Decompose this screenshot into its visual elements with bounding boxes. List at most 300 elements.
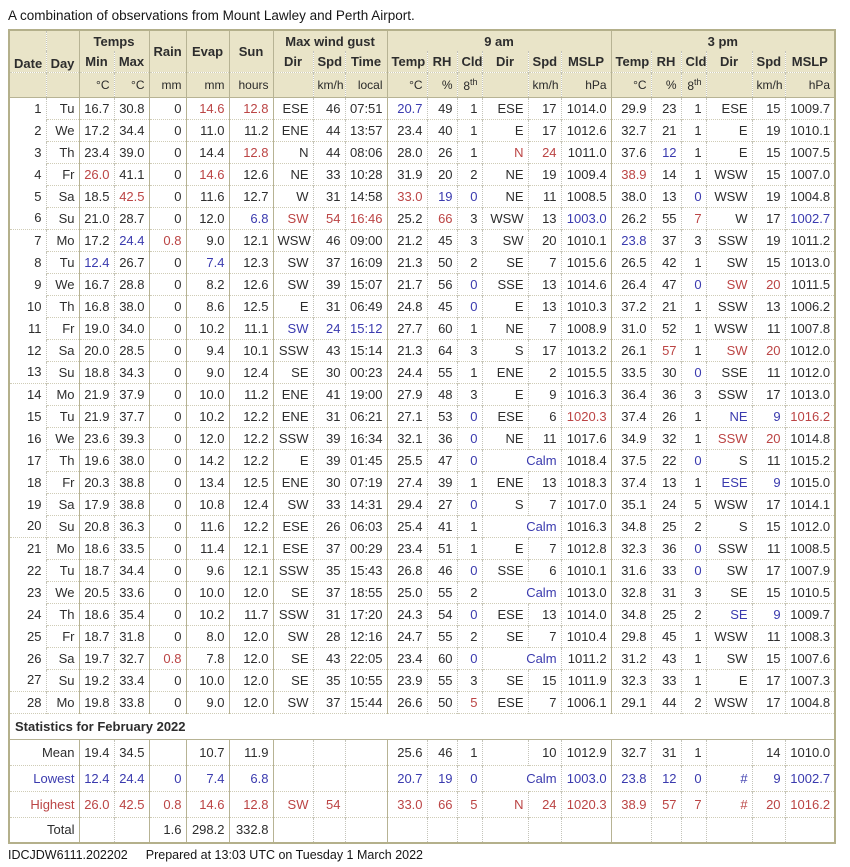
cell-gust-spd: 41 (313, 383, 345, 405)
cell-min: 16.8 (79, 295, 114, 317)
cell-9am-temp: 25.6 (387, 739, 427, 765)
cell-gust-dir: SW (273, 251, 313, 273)
cell-date: 28 (9, 691, 46, 713)
cell-9am-rh: 54 (427, 603, 457, 625)
cell-9am-cld: 3 (457, 669, 482, 691)
cell-max: 33.6 (114, 581, 149, 603)
cell-min: 18.8 (79, 361, 114, 383)
cell-9am-dir: SE (482, 251, 528, 273)
table-row (9, 405, 835, 427)
cell-day: Th (46, 295, 79, 317)
col-group-9am: 9 am (387, 30, 611, 51)
cell-date: 15 (9, 405, 46, 427)
cell-gust-time (345, 765, 387, 791)
cell-9am-cld: 1 (457, 361, 482, 383)
cell-rain: 0.8 (149, 647, 186, 669)
cell-9am-mslp: 1014.0 (561, 97, 611, 119)
cell-9am-cld: 1 (457, 97, 482, 119)
cell-rain: 0 (149, 471, 186, 493)
table-row (9, 449, 835, 471)
cell-3pm-spd: 17 (752, 207, 785, 229)
cell-3pm-dir: WSW (706, 317, 752, 339)
cell-gust-spd: 26 (313, 515, 345, 537)
cell-9am-dir: ESE (482, 405, 528, 427)
cell-rain: 0 (149, 361, 186, 383)
cell-3pm-spd (752, 817, 785, 843)
cell-gust-dir: ENE (273, 405, 313, 427)
cell-9am-temp: 23.9 (387, 669, 427, 691)
cell-date: 24 (9, 603, 46, 625)
cell-date: 22 (9, 559, 46, 581)
cell-gust-spd: 37 (313, 251, 345, 273)
cell-max (114, 817, 149, 843)
cell-gust-time: 06:03 (345, 515, 387, 537)
cell-gust-time: 15:12 (345, 317, 387, 339)
cell-rain: 0 (149, 559, 186, 581)
unit-gust-spd: km/h (313, 72, 345, 97)
cell-3pm-temp: 29.1 (611, 691, 651, 713)
cell-3pm-cld: 2 (681, 603, 706, 625)
unit-3pm-rh: % (651, 72, 681, 97)
cell-3pm-cld: 3 (681, 383, 706, 405)
cell-gust-time: 15:14 (345, 339, 387, 361)
table-row (9, 229, 835, 251)
cell-9am-spd: 7 (528, 317, 561, 339)
cell-9am-dir: NE (482, 317, 528, 339)
cell-9am-cld: 0 (457, 185, 482, 207)
cell-gust-spd: 30 (313, 471, 345, 493)
cell-9am-spd: 13 (528, 207, 561, 229)
cell-gust-spd: 30 (313, 361, 345, 383)
cell-gust-dir: ESE (273, 537, 313, 559)
cell-3pm-rh: 57 (651, 791, 681, 817)
cell-3pm-cld: 1 (681, 97, 706, 119)
cell-9am-mslp: 1010.4 (561, 625, 611, 647)
cell-9am-dir: Calm (482, 581, 561, 603)
cell-3pm-mslp: 1010.5 (785, 581, 835, 603)
cell-day: Tu (46, 97, 79, 119)
product-id: IDCJDW6111.202202 (8, 848, 128, 862)
cell-3pm-mslp: 1012.0 (785, 339, 835, 361)
cell-3pm-spd: 19 (752, 119, 785, 141)
cell-9am-mslp: 1003.0 (561, 207, 611, 229)
cell-3pm-dir (706, 817, 752, 843)
cell-min: 19.4 (79, 739, 114, 765)
cell-gust-time: 06:21 (345, 405, 387, 427)
table-row (9, 185, 835, 207)
cell-3pm-mslp: 1009.7 (785, 603, 835, 625)
cell-9am-dir: E (482, 383, 528, 405)
cell-3pm-mslp: 1011.2 (785, 229, 835, 251)
cell-max: 38.0 (114, 295, 149, 317)
cell-3pm-rh: 47 (651, 273, 681, 295)
cell-9am-temp: 25.2 (387, 207, 427, 229)
weather-observations-table (8, 29, 836, 844)
cell-date: 10 (9, 295, 46, 317)
cell-gust-spd: 44 (313, 119, 345, 141)
stat-label-total: Total (9, 817, 79, 843)
cell-max: 37.9 (114, 383, 149, 405)
col-header-9am-spd: Spd (528, 51, 561, 72)
cell-3pm-dir: S (706, 515, 752, 537)
unit-gust-time: local (345, 72, 387, 97)
col-header-rain: Rain (149, 30, 186, 72)
cell-gust-time: 15:43 (345, 559, 387, 581)
cell-3pm-cld: 0 (681, 449, 706, 471)
cell-date: 16 (9, 427, 46, 449)
cell-9am-mslp: 1015.6 (561, 251, 611, 273)
cell-3pm-mslp: 1007.5 (785, 141, 835, 163)
cell-sun: 12.8 (229, 141, 273, 163)
cell-3pm-cld: 0 (681, 559, 706, 581)
cell-rain (149, 739, 186, 765)
cell-9am-cld: 1 (457, 739, 482, 765)
col-header-gust-dir: Dir (273, 51, 313, 72)
cell-rain: 0 (149, 317, 186, 339)
cell-9am-dir: ESE (482, 691, 528, 713)
cell-max: 34.3 (114, 361, 149, 383)
cell-9am-temp: 23.4 (387, 647, 427, 669)
cell-3pm-dir: SW (706, 339, 752, 361)
cell-9am-rh: 45 (427, 295, 457, 317)
cell-3pm-cld: 1 (681, 669, 706, 691)
cell-9am-rh: 60 (427, 647, 457, 669)
cell-gust-time (345, 817, 387, 843)
cell-3pm-spd: 20 (752, 273, 785, 295)
cell-9am-rh: 66 (427, 791, 457, 817)
col-header-3pm-cld: Cld (681, 51, 706, 72)
cell-day: Th (46, 603, 79, 625)
cell-gust-time: 07:19 (345, 471, 387, 493)
cell-9am-cld: 0 (457, 647, 482, 669)
cell-sun: 12.0 (229, 647, 273, 669)
cell-3pm-temp: 23.8 (611, 229, 651, 251)
cell-gust-dir: SW (273, 791, 313, 817)
cell-3pm-cld: 1 (681, 647, 706, 669)
cell-9am-rh: 47 (427, 449, 457, 471)
cell-3pm-temp: 38.0 (611, 185, 651, 207)
cell-9am-dir: S (482, 339, 528, 361)
cell-max: 33.5 (114, 537, 149, 559)
cell-gust-dir: SE (273, 647, 313, 669)
cell-3pm-dir: # (706, 765, 752, 791)
cell-max: 34.5 (114, 739, 149, 765)
cell-rain: 0 (149, 691, 186, 713)
cell-3pm-spd: 15 (752, 141, 785, 163)
cell-day: We (46, 427, 79, 449)
cell-min: 20.3 (79, 471, 114, 493)
cell-evap: 14.6 (186, 791, 229, 817)
cell-3pm-mslp: 1016.2 (785, 791, 835, 817)
unit-3pm-dir (706, 72, 752, 97)
cell-9am-rh: 19 (427, 765, 457, 791)
cell-3pm-dir: ESE (706, 471, 752, 493)
table-row (9, 691, 835, 713)
cell-3pm-cld: 7 (681, 791, 706, 817)
cell-day: Fr (46, 317, 79, 339)
cell-3pm-temp: 32.3 (611, 537, 651, 559)
cell-3pm-spd: 15 (752, 647, 785, 669)
cell-3pm-cld: 1 (681, 471, 706, 493)
cell-3pm-dir: E (706, 669, 752, 691)
cell-evap: 9.0 (186, 691, 229, 713)
cell-gust-spd: 39 (313, 273, 345, 295)
cell-3pm-spd: 17 (752, 383, 785, 405)
cell-gust-time: 09:00 (345, 229, 387, 251)
cell-3pm-dir: SSW (706, 295, 752, 317)
cell-9am-mslp: 1014.0 (561, 603, 611, 625)
cell-gust-time: 13:57 (345, 119, 387, 141)
cell-9am-mslp: 1015.5 (561, 361, 611, 383)
cell-9am-temp: 24.8 (387, 295, 427, 317)
cell-3pm-spd: 9 (752, 405, 785, 427)
cell-max: 41.1 (114, 163, 149, 185)
cell-3pm-rh: 36 (651, 383, 681, 405)
cell-3pm-temp: 38.9 (611, 163, 651, 185)
cell-3pm-dir: S (706, 449, 752, 471)
cell-gust-time: 17:20 (345, 603, 387, 625)
cell-9am-mslp: 1012.9 (561, 739, 611, 765)
cell-9am-temp: 27.9 (387, 383, 427, 405)
cell-3pm-spd: 20 (752, 427, 785, 449)
cell-rain: 0 (149, 185, 186, 207)
table-row (9, 493, 835, 515)
cell-9am-dir: N (482, 791, 528, 817)
cell-9am-dir: SSE (482, 273, 528, 295)
cell-day: Th (46, 449, 79, 471)
cell-gust-spd (313, 817, 345, 843)
cell-9am-dir: Calm (482, 515, 561, 537)
cell-3pm-spd: 9 (752, 765, 785, 791)
cell-gust-spd (313, 739, 345, 765)
col-header-day: Day (46, 30, 79, 72)
cell-9am-rh: 40 (427, 119, 457, 141)
cell-9am-spd: 13 (528, 273, 561, 295)
cell-9am-rh: 26 (427, 141, 457, 163)
cell-gust-dir (273, 817, 313, 843)
cell-3pm-spd: 15 (752, 515, 785, 537)
cell-9am-temp: 24.4 (387, 361, 427, 383)
cell-3pm-mslp: 1012.0 (785, 361, 835, 383)
cell-gust-spd (313, 765, 345, 791)
cell-9am-mslp: 1010.1 (561, 229, 611, 251)
cell-date: 17 (9, 449, 46, 471)
cell-3pm-rh: 43 (651, 647, 681, 669)
cell-evap: 8.6 (186, 295, 229, 317)
cell-date: 2 (9, 119, 46, 141)
cell-3pm-spd: 20 (752, 791, 785, 817)
cell-3pm-temp: 26.5 (611, 251, 651, 273)
cell-9am-rh: 64 (427, 339, 457, 361)
cell-gust-spd: 54 (313, 207, 345, 229)
cell-day: Su (46, 361, 79, 383)
cell-9am-temp: 20.7 (387, 765, 427, 791)
cell-evap: 8.2 (186, 273, 229, 295)
cell-9am-dir: Calm (482, 765, 561, 791)
cell-3pm-spd: 13 (752, 295, 785, 317)
cell-min: 20.0 (79, 339, 114, 361)
cell-9am-dir: ESE (482, 603, 528, 625)
cell-9am-cld: 5 (457, 691, 482, 713)
cell-sun: 332.8 (229, 817, 273, 843)
cell-max: 39.0 (114, 141, 149, 163)
cell-9am-spd: 13 (528, 295, 561, 317)
table-row (9, 559, 835, 581)
cell-evap: 14.6 (186, 163, 229, 185)
cell-9am-temp: 20.7 (387, 97, 427, 119)
cell-9am-temp: 33.0 (387, 791, 427, 817)
cell-3pm-spd: 15 (752, 581, 785, 603)
cell-9am-mslp: 1013.2 (561, 339, 611, 361)
cell-date: 14 (9, 383, 46, 405)
cell-9am-dir: Calm (482, 647, 561, 669)
cell-evap: 11.6 (186, 515, 229, 537)
cell-gust-spd: 31 (313, 185, 345, 207)
cell-sun: 12.2 (229, 449, 273, 471)
cell-sun: 11.2 (229, 119, 273, 141)
cell-max: 28.5 (114, 339, 149, 361)
table-header (9, 30, 835, 97)
cell-9am-dir: NE (482, 185, 528, 207)
cell-9am-cld: 2 (457, 625, 482, 647)
cell-3pm-dir: SSW (706, 229, 752, 251)
cell-3pm-mslp: 1015.0 (785, 471, 835, 493)
cell-gust-time: 16:09 (345, 251, 387, 273)
table-row (9, 603, 835, 625)
col-group-temps: Temps (79, 30, 149, 51)
cell-sun: 12.6 (229, 273, 273, 295)
cell-3pm-spd: 11 (752, 449, 785, 471)
cell-rain: 0 (149, 383, 186, 405)
cell-3pm-cld: 0 (681, 361, 706, 383)
cell-9am-temp: 25.0 (387, 581, 427, 603)
cell-day: Mo (46, 229, 79, 251)
cell-3pm-dir: # (706, 791, 752, 817)
unit-9am-spd: km/h (528, 72, 561, 97)
col-header-gust-time: Time (345, 51, 387, 72)
cell-9am-rh: 36 (427, 427, 457, 449)
cell-gust-spd: 33 (313, 163, 345, 185)
unit-max: °C (114, 72, 149, 97)
cell-day: Su (46, 669, 79, 691)
cell-9am-cld: 0 (457, 493, 482, 515)
cell-gust-dir: W (273, 185, 313, 207)
cell-sun: 11.2 (229, 383, 273, 405)
cell-9am-temp: 29.4 (387, 493, 427, 515)
cell-9am-spd: 10 (528, 739, 561, 765)
cell-3pm-temp: 31.6 (611, 559, 651, 581)
cell-min: 19.6 (79, 449, 114, 471)
cell-max: 37.7 (114, 405, 149, 427)
cell-rain: 0 (149, 537, 186, 559)
cell-gust-time: 18:55 (345, 581, 387, 603)
cell-3pm-cld: 1 (681, 163, 706, 185)
col-header-9am-temp: Temp (387, 51, 427, 72)
cell-evap: 9.0 (186, 361, 229, 383)
cell-9am-spd: 20 (528, 229, 561, 251)
cell-9am-spd: 19 (528, 163, 561, 185)
cell-gust-dir: SW (273, 317, 313, 339)
cell-9am-rh: 56 (427, 273, 457, 295)
cell-rain: 0 (149, 295, 186, 317)
cell-9am-temp: 25.4 (387, 515, 427, 537)
cell-sun: 10.1 (229, 339, 273, 361)
cell-9am-mslp: 1017.0 (561, 493, 611, 515)
cell-3pm-dir: SW (706, 251, 752, 273)
unit-rain: mm (149, 72, 186, 97)
cell-date: 4 (9, 163, 46, 185)
cell-gust-spd: 39 (313, 427, 345, 449)
unit-sun: hours (229, 72, 273, 97)
cell-3pm-cld: 2 (681, 691, 706, 713)
cell-max: 30.8 (114, 97, 149, 119)
cell-3pm-dir: SE (706, 603, 752, 625)
cell-9am-temp: 23.4 (387, 119, 427, 141)
cell-9am-spd: 13 (528, 603, 561, 625)
cell-evap: 11.6 (186, 185, 229, 207)
cell-9am-mslp: 1008.5 (561, 185, 611, 207)
cell-min: 16.7 (79, 273, 114, 295)
cell-3pm-temp: 26.4 (611, 273, 651, 295)
cell-max: 28.8 (114, 273, 149, 295)
cell-gust-dir: SW (273, 493, 313, 515)
cell-3pm-dir (706, 739, 752, 765)
cell-9am-mslp: 1018.3 (561, 471, 611, 493)
cell-sun: 11.1 (229, 317, 273, 339)
cell-min: 26.0 (79, 163, 114, 185)
prepared-timestamp: Prepared at 13:03 UTC on Tuesday 1 March 2022 (145, 848, 423, 862)
cell-9am-dir: SE (482, 625, 528, 647)
cell-3pm-temp: 37.4 (611, 471, 651, 493)
cell-gust-time: 19:00 (345, 383, 387, 405)
cell-9am-temp: 27.4 (387, 471, 427, 493)
cell-3pm-dir: SW (706, 273, 752, 295)
cell-day: Mo (46, 383, 79, 405)
cell-gust-time: 00:23 (345, 361, 387, 383)
cell-9am-mslp: 1018.4 (561, 449, 611, 471)
cell-3pm-rh: 26 (651, 405, 681, 427)
cell-3pm-mslp (785, 817, 835, 843)
observations-body (9, 97, 835, 713)
cell-3pm-rh: 45 (651, 625, 681, 647)
cell-gust-spd: 33 (313, 493, 345, 515)
cell-evap: 8.0 (186, 625, 229, 647)
cell-3pm-cld: 5 (681, 493, 706, 515)
cell-sun: 12.4 (229, 361, 273, 383)
cell-max: 42.5 (114, 791, 149, 817)
cell-3pm-spd: 19 (752, 185, 785, 207)
cell-3pm-spd: 17 (752, 493, 785, 515)
cell-rain: 0 (149, 625, 186, 647)
cell-gust-dir: SW (273, 625, 313, 647)
cell-3pm-mslp: 1004.8 (785, 691, 835, 713)
cell-gust-dir: SSW (273, 427, 313, 449)
cell-9am-rh (427, 817, 457, 843)
unit-9am-rh: % (427, 72, 457, 97)
cell-sun: 12.4 (229, 493, 273, 515)
unit-9am-temp: °C (387, 72, 427, 97)
cell-sun: 12.2 (229, 405, 273, 427)
cell-9am-spd: 11 (528, 427, 561, 449)
cell-gust-time: 07:51 (345, 97, 387, 119)
stats-row (9, 791, 835, 817)
cell-9am-rh: 20 (427, 163, 457, 185)
cell-gust-time: 14:58 (345, 185, 387, 207)
cell-min: 18.6 (79, 603, 114, 625)
stats-row (9, 739, 835, 765)
cell-9am-cld: 1 (457, 119, 482, 141)
col-header-3pm-rh: RH (651, 51, 681, 72)
